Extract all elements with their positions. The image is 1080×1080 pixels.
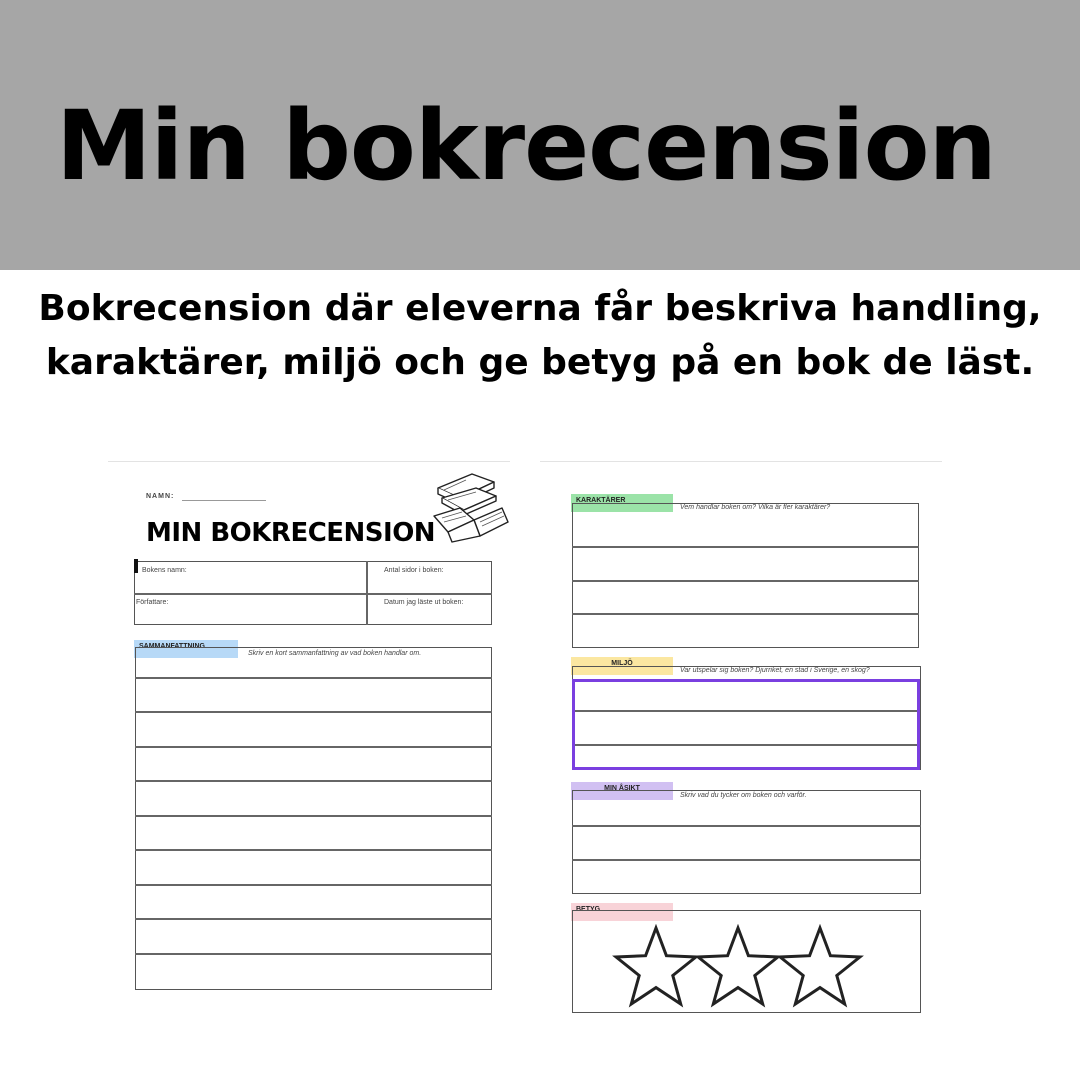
selection-highlight[interactable] [572,679,920,770]
summary-line [135,849,492,851]
opinion-line [572,825,921,827]
characters-line [572,580,919,582]
opinion-writing-box [572,790,921,894]
summary-line [135,884,492,886]
characters-line [572,546,919,548]
description-line-1: Bokrecension där eleverna får beskriva handling, [38,288,1042,329]
title-banner [0,0,1080,270]
star-rating [612,924,864,1014]
star-outline-icon [616,928,696,1004]
description-line-2: karaktärer, miljö och ge betyg på en bok de läst. [45,342,1035,383]
book-info-column-divider [366,561,368,625]
setting-instruction: Var utspelar sig boken? Djurriket, en stad i Sverige, en skog? [680,667,870,674]
page-count-label: Antal sidor i boken: [384,567,444,574]
summary-instruction: Skriv en kort sammanfattning av vad boken handlar om. [248,650,422,657]
summary-line [135,677,492,679]
characters-instruction: Vem handlar boken om? Vilka är fler karaktärer? [680,504,831,511]
opinion-tab: MIN ÅSIKT [571,782,673,800]
summary-line [135,746,492,748]
summary-line [135,815,492,817]
banner-title: Min bokrecension [56,90,996,202]
characters-writing-box [572,503,919,648]
cursor-marker [134,559,138,573]
book-info-divider [134,593,492,595]
star-outline-icon [698,928,778,1004]
name-label: NAMN: [146,493,175,500]
page1-edge [108,461,510,462]
opinion-instruction: Skriv vad du tycker om boken och varför. [680,792,807,799]
name-line [182,500,266,501]
summary-line [135,711,492,713]
summary-tab: SAMMANFATTNING [134,640,238,658]
stack-of-books-icon [430,470,512,546]
book-name-label: Bokens namn: [142,567,187,574]
summary-writing-box [135,647,492,990]
characters-line [572,613,919,615]
description [0,282,1080,390]
opinion-line [572,859,921,861]
worksheet-title: MIN BOKRECENSION [146,518,436,548]
characters-tab: KARAKTÄRER [571,494,673,512]
setting-line [575,744,917,746]
date-read-label: Datum jag läste ut boken: [384,599,464,606]
star-outline-icon [780,928,860,1004]
setting-tab: MILJÖ [571,657,673,675]
author-label: Författare: [136,599,169,606]
summary-line [135,953,492,955]
page2-edge [540,461,942,462]
summary-line [135,780,492,782]
rating-tab: BETYG [571,903,673,921]
setting-line [575,710,917,712]
summary-line [135,918,492,920]
